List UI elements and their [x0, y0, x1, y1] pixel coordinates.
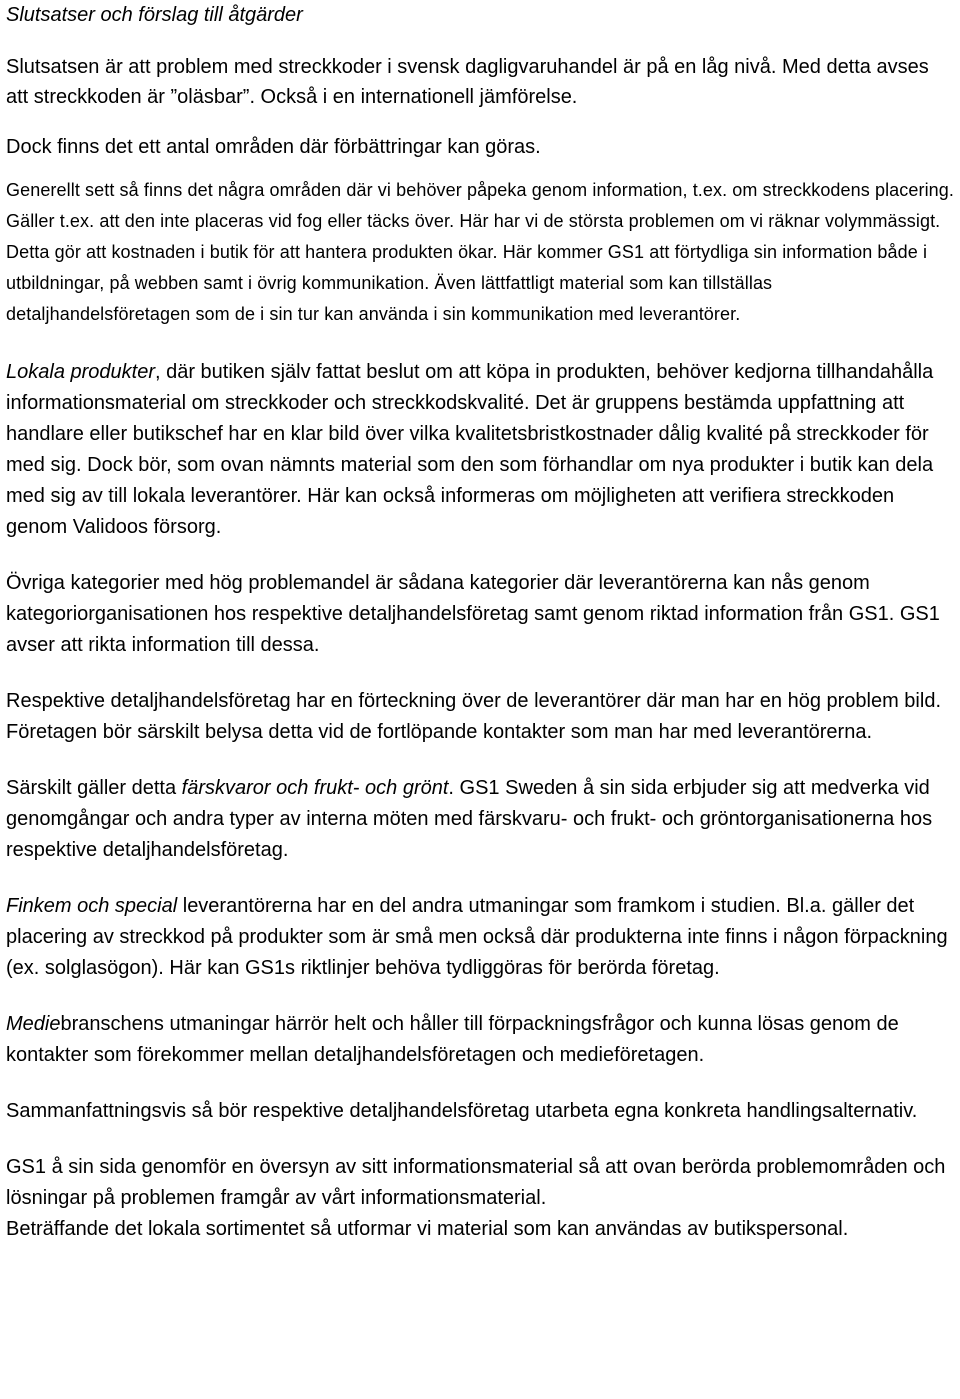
paragraph-gs1-review-text: GS1 å sin sida genomför en översyn av sitt informationsmaterial så att ovan berörda problemområden och lösningar på problemen framgår av vårt informationsmaterial.	[6, 1156, 946, 1209]
paragraph-fresh-produce-text: . GS1 Sweden å sin sida erbjuder sig att medverka vid genomgångar och andra typer av interna möten med färskvaru- och frukt- och gröntorganisationerna hos respektive detaljhandelsföretag.	[6, 777, 933, 861]
paragraph-chemical-special	[6, 891, 956, 984]
paragraph-media	[6, 1009, 956, 1071]
paragraph-local-assortment-text: Beträffande det lokala sortimentet så utformar vi material som kan användas av butikspersonal.	[6, 1218, 849, 1240]
paragraph-fresh-produce-lead: Särskilt gäller detta	[6, 777, 182, 799]
paragraph-improvement-areas: Dock finns det ett antal områden där förbättringar kan göras.	[6, 136, 541, 158]
section-heading: Slutsatser och förslag till åtgärder	[6, 4, 303, 26]
document-page	[6, 0, 956, 1245]
paragraph-local-products-text: , där butiken själv fattat beslut om att köpa in produkten, behöver kedjorna tillhandahålla informationsmaterial om streckkoder och streckkodskvalité. Det är gruppens bestämda uppfattning att handlare eller butikschef har en klar bild över vilka kvalitetsbristkostnader dålig kvalité på streckkoder för med sig. Dock bör, som ovan nämnts material som den som förhandlar om nya produkter i butik kan dela med sig av till lokala leverantörer. Här kan också informeras om möjligheten att verifiera streckkoden genom Validoos försorg.	[6, 361, 934, 538]
paragraph-other-categories: Övriga kategorier med hög problemandel är sådana kategorier där leverantörerna kan nås genom kategoriorganisationen hos respektive detaljhandelsföretag samt genom riktad information från GS1. GS1 avser att rikta information till dessa.	[6, 572, 940, 656]
paragraph-conclusion: Slutsatsen är att problem med streckkoder i svensk dagligvaruhandel är på en låg nivå. Med detta avses att streckkoden är ”oläsbar”. Också i en internationell jämförelse.	[6, 56, 929, 108]
paragraph-gs1-review	[6, 1152, 956, 1245]
paragraph-retailer-suppliers: Respektive detaljhandelsföretag har en förteckning över de leverantörer där man har en hög problem bild. Företagen bör särskilt belysa detta vid de fortlöpande kontakter som man har med leverantörerna.	[6, 690, 941, 743]
paragraph-chemical-special-text: leverantörerna har en del andra utmaningar som framkom i studien. Bl.a. gäller det placering av streckkod på produkter som är små men också där produkterna inte finns i någon förpackning (ex. solglasögon). Här kan GS1s riktlinjer behöva tydliggöras för berörda företag.	[6, 895, 948, 979]
paragraph-general-information: Generellt sett så finns det några områden där vi behöver påpeka genom information, t.ex. om streckkodens placering. Gäller t.ex. att den inte placeras vid fog eller täcks över. Här har vi de största problemen om vi räknar volymmässigt. Detta gör att kostnaden i butik för att hantera produkten ökar. Här kommer GS1 att förtydliga sin information både i utbildningar, på webben samt i övrig kommunikation. Även lättfattligt material som kan tillställas detaljhandelsföretagen som de i sin tur kan använda i sin kommunikation med leverantörer.	[6, 180, 955, 324]
emphasis-fresh-produce: färskvaror och frukt- och grönt	[181, 777, 449, 799]
paragraph-summary: Sammanfattningsvis så bör respektive detaljhandelsföretag utarbeta egna konkreta handlingsalternativ.	[6, 1100, 918, 1122]
paragraph-local-products	[6, 357, 956, 543]
emphasis-local-products: Lokala produkter	[6, 361, 155, 383]
emphasis-media: Medie	[6, 1013, 61, 1035]
paragraph-media-text: branschens utmaningar härrör helt och håller till förpackningsfrågor och kunna lösas genom de kontakter som förekommer mellan detaljhandelsföretagen och medieföretagen.	[6, 1013, 899, 1066]
paragraph-fresh-produce	[6, 773, 956, 866]
emphasis-chemical-special: Finkem och special	[6, 895, 178, 917]
